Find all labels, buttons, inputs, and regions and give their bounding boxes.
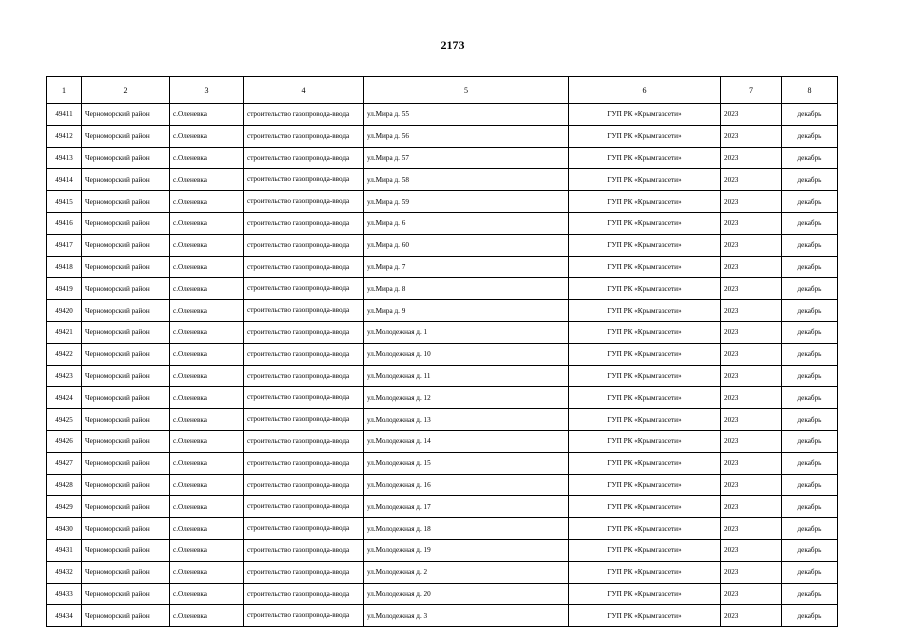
month-cell: декабрь (782, 169, 838, 191)
work-type-cell: строительство газопровода-ввода (244, 191, 364, 213)
district-cell: Черноморский район (82, 343, 170, 365)
district-cell: Черноморский район (82, 561, 170, 583)
address-cell: ул.Мира д. 60 (364, 234, 569, 256)
settlement-cell: с.Оленевка (170, 191, 244, 213)
row-number: 49417 (47, 234, 82, 256)
table-row (47, 234, 838, 256)
settlement-cell: с.Оленевка (170, 452, 244, 474)
registry-table (46, 76, 838, 627)
district-cell: Черноморский район (82, 583, 170, 605)
header-row (47, 77, 838, 104)
settlement-cell: с.Оленевка (170, 430, 244, 452)
table-row (47, 518, 838, 540)
work-type-cell: строительство газопровода-ввода (244, 474, 364, 496)
table-row (47, 605, 838, 627)
year-cell: 2023 (721, 256, 782, 278)
month-cell: декабрь (782, 496, 838, 518)
work-type-cell: строительство газопровода-ввода (244, 321, 364, 343)
month-cell: декабрь (782, 409, 838, 431)
work-type-cell: строительство газопровода-ввода (244, 147, 364, 169)
row-number: 49433 (47, 583, 82, 605)
year-cell: 2023 (721, 605, 782, 627)
district-cell: Черноморский район (82, 212, 170, 234)
work-type-cell: строительство газопровода-ввода (244, 278, 364, 300)
address-cell: ул.Молодежная д. 1 (364, 321, 569, 343)
settlement-cell: с.Оленевка (170, 343, 244, 365)
district-cell: Черноморский район (82, 125, 170, 147)
address-cell: ул.Молодежная д. 3 (364, 605, 569, 627)
year-cell: 2023 (721, 518, 782, 540)
settlement-cell: с.Оленевка (170, 387, 244, 409)
year-cell: 2023 (721, 583, 782, 605)
address-cell: ул.Молодежная д. 19 (364, 539, 569, 561)
settlement-cell: с.Оленевка (170, 125, 244, 147)
settlement-cell: с.Оленевка (170, 496, 244, 518)
settlement-cell: с.Оленевка (170, 518, 244, 540)
row-number: 49432 (47, 561, 82, 583)
address-cell: ул.Молодежная д. 2 (364, 561, 569, 583)
year-cell: 2023 (721, 409, 782, 431)
table-row (47, 300, 838, 322)
organization-cell: ГУП РК «Крымгазсети» (569, 300, 721, 322)
year-cell: 2023 (721, 234, 782, 256)
page-number: 2173 (440, 38, 465, 52)
month-cell: декабрь (782, 518, 838, 540)
address-cell: ул.Молодежная д. 17 (364, 496, 569, 518)
organization-cell: ГУП РК «Крымгазсети» (569, 365, 721, 387)
work-type-cell: строительство газопровода-ввода (244, 518, 364, 540)
month-cell: декабрь (782, 125, 838, 147)
settlement-cell: с.Оленевка (170, 539, 244, 561)
organization-cell: ГУП РК «Крымгазсети» (569, 605, 721, 627)
settlement-cell: с.Оленевка (170, 104, 244, 126)
address-cell: ул.Мира д. 56 (364, 125, 569, 147)
year-cell: 2023 (721, 430, 782, 452)
address-cell: ул.Молодежная д. 15 (364, 452, 569, 474)
row-number: 49418 (47, 256, 82, 278)
work-type-cell: строительство газопровода-ввода (244, 104, 364, 126)
work-type-cell: строительство газопровода-ввода (244, 605, 364, 627)
organization-cell: ГУП РК «Крымгазсети» (569, 496, 721, 518)
organization-cell: ГУП РК «Крымгазсети» (569, 169, 721, 191)
col-1-header: 1 (47, 77, 82, 104)
month-cell: декабрь (782, 256, 838, 278)
address-cell: ул.Молодежная д. 11 (364, 365, 569, 387)
year-cell: 2023 (721, 365, 782, 387)
settlement-cell: с.Оленевка (170, 583, 244, 605)
organization-cell: ГУП РК «Крымгазсети» (569, 539, 721, 561)
year-cell: 2023 (721, 561, 782, 583)
year-cell: 2023 (721, 104, 782, 126)
organization-cell: ГУП РК «Крымгазсети» (569, 518, 721, 540)
address-cell: ул.Молодежная д. 20 (364, 583, 569, 605)
organization-cell: ГУП РК «Крымгазсети» (569, 474, 721, 496)
work-type-cell: строительство газопровода-ввода (244, 539, 364, 561)
row-number: 49422 (47, 343, 82, 365)
work-type-cell: строительство газопровода-ввода (244, 583, 364, 605)
settlement-cell: с.Оленевка (170, 409, 244, 431)
district-cell: Черноморский район (82, 539, 170, 561)
col-7-header: 7 (721, 77, 782, 104)
address-cell: ул.Молодежная д. 12 (364, 387, 569, 409)
settlement-cell: с.Оленевка (170, 169, 244, 191)
organization-cell: ГУП РК «Крымгазсети» (569, 104, 721, 126)
table-row (47, 387, 838, 409)
address-cell: ул.Молодежная д. 14 (364, 430, 569, 452)
organization-cell: ГУП РК «Крымгазсети» (569, 387, 721, 409)
settlement-cell: с.Оленевка (170, 474, 244, 496)
row-number: 49421 (47, 321, 82, 343)
district-cell: Черноморский район (82, 256, 170, 278)
district-cell: Черноморский район (82, 169, 170, 191)
work-type-cell: строительство газопровода-ввода (244, 125, 364, 147)
month-cell: декабрь (782, 212, 838, 234)
year-cell: 2023 (721, 452, 782, 474)
work-type-cell: строительство газопровода-ввода (244, 496, 364, 518)
table-row (47, 256, 838, 278)
row-number: 49413 (47, 147, 82, 169)
row-number: 49429 (47, 496, 82, 518)
table-row (47, 452, 838, 474)
organization-cell: ГУП РК «Крымгазсети» (569, 321, 721, 343)
settlement-cell: с.Оленевка (170, 212, 244, 234)
row-number: 49424 (47, 387, 82, 409)
work-type-cell: строительство газопровода-ввода (244, 561, 364, 583)
row-number: 49411 (47, 104, 82, 126)
month-cell: декабрь (782, 234, 838, 256)
month-cell: декабрь (782, 300, 838, 322)
work-type-cell: строительство газопровода-ввода (244, 365, 364, 387)
organization-cell: ГУП РК «Крымгазсети» (569, 583, 721, 605)
table-row (47, 409, 838, 431)
row-number: 49434 (47, 605, 82, 627)
organization-cell: ГУП РК «Крымгазсети» (569, 452, 721, 474)
settlement-cell: с.Оленевка (170, 561, 244, 583)
district-cell: Черноморский район (82, 104, 170, 126)
address-cell: ул.Молодежная д. 18 (364, 518, 569, 540)
settlement-cell: с.Оленевка (170, 256, 244, 278)
col-3-header: 3 (170, 77, 244, 104)
table-row (47, 496, 838, 518)
month-cell: декабрь (782, 387, 838, 409)
table-row (47, 365, 838, 387)
organization-cell: ГУП РК «Крымгазсети» (569, 125, 721, 147)
work-type-cell: строительство газопровода-ввода (244, 409, 364, 431)
month-cell: декабрь (782, 147, 838, 169)
district-cell: Черноморский район (82, 365, 170, 387)
row-number: 49415 (47, 191, 82, 213)
district-cell: Черноморский район (82, 191, 170, 213)
organization-cell: ГУП РК «Крымгазсети» (569, 561, 721, 583)
month-cell: декабрь (782, 452, 838, 474)
work-type-cell: строительство газопровода-ввода (244, 343, 364, 365)
table-row (47, 561, 838, 583)
row-number: 49425 (47, 409, 82, 431)
row-number: 49420 (47, 300, 82, 322)
col-2-header: 2 (82, 77, 170, 104)
address-cell: ул.Молодежная д. 13 (364, 409, 569, 431)
month-cell: декабрь (782, 539, 838, 561)
year-cell: 2023 (721, 278, 782, 300)
table-row (47, 147, 838, 169)
row-number: 49426 (47, 430, 82, 452)
month-cell: декабрь (782, 583, 838, 605)
organization-cell: ГУП РК «Крымгазсети» (569, 191, 721, 213)
work-type-cell: строительство газопровода-ввода (244, 430, 364, 452)
work-type-cell: строительство газопровода-ввода (244, 169, 364, 191)
organization-cell: ГУП РК «Крымгазсети» (569, 430, 721, 452)
work-type-cell: строительство газопровода-ввода (244, 256, 364, 278)
row-number: 49416 (47, 212, 82, 234)
year-cell: 2023 (721, 343, 782, 365)
year-cell: 2023 (721, 496, 782, 518)
month-cell: декабрь (782, 321, 838, 343)
month-cell: декабрь (782, 561, 838, 583)
row-number: 49430 (47, 518, 82, 540)
district-cell: Черноморский район (82, 409, 170, 431)
work-type-cell: строительство газопровода-ввода (244, 234, 364, 256)
col-5-header: 5 (364, 77, 569, 104)
row-number: 49412 (47, 125, 82, 147)
month-cell: декабрь (782, 104, 838, 126)
district-cell: Черноморский район (82, 605, 170, 627)
table-row (47, 583, 838, 605)
district-cell: Черноморский район (82, 474, 170, 496)
address-cell: ул.Мира д. 55 (364, 104, 569, 126)
table-row (47, 321, 838, 343)
district-cell: Черноморский район (82, 430, 170, 452)
address-cell: ул.Мира д. 7 (364, 256, 569, 278)
address-cell: ул.Молодежная д. 10 (364, 343, 569, 365)
settlement-cell: с.Оленевка (170, 278, 244, 300)
col-4-header: 4 (244, 77, 364, 104)
settlement-cell: с.Оленевка (170, 300, 244, 322)
address-cell: ул.Мира д. 6 (364, 212, 569, 234)
organization-cell: ГУП РК «Крымгазсети» (569, 256, 721, 278)
address-cell: ул.Молодежная д. 16 (364, 474, 569, 496)
row-number: 49427 (47, 452, 82, 474)
year-cell: 2023 (721, 147, 782, 169)
organization-cell: ГУП РК «Крымгазсети» (569, 409, 721, 431)
district-cell: Черноморский район (82, 147, 170, 169)
col-6-header: 6 (569, 77, 721, 104)
district-cell: Черноморский район (82, 496, 170, 518)
settlement-cell: с.Оленевка (170, 321, 244, 343)
col-8-header: 8 (782, 77, 838, 104)
district-cell: Черноморский район (82, 452, 170, 474)
organization-cell: ГУП РК «Крымгазсети» (569, 212, 721, 234)
year-cell: 2023 (721, 191, 782, 213)
work-type-cell: строительство газопровода-ввода (244, 300, 364, 322)
district-cell: Черноморский район (82, 234, 170, 256)
month-cell: декабрь (782, 343, 838, 365)
district-cell: Черноморский район (82, 321, 170, 343)
address-cell: ул.Мира д. 57 (364, 147, 569, 169)
row-number: 49414 (47, 169, 82, 191)
year-cell: 2023 (721, 539, 782, 561)
table-row (47, 191, 838, 213)
district-cell: Черноморский район (82, 278, 170, 300)
table-row (47, 430, 838, 452)
month-cell: декабрь (782, 191, 838, 213)
address-cell: ул.Мира д. 58 (364, 169, 569, 191)
month-cell: декабрь (782, 430, 838, 452)
work-type-cell: строительство газопровода-ввода (244, 212, 364, 234)
address-cell: ул.Мира д. 9 (364, 300, 569, 322)
month-cell: декабрь (782, 365, 838, 387)
district-cell: Черноморский район (82, 300, 170, 322)
table-row (47, 212, 838, 234)
row-number: 49431 (47, 539, 82, 561)
settlement-cell: с.Оленевка (170, 605, 244, 627)
year-cell: 2023 (721, 300, 782, 322)
year-cell: 2023 (721, 212, 782, 234)
address-cell: ул.Мира д. 59 (364, 191, 569, 213)
organization-cell: ГУП РК «Крымгазсети» (569, 234, 721, 256)
work-type-cell: строительство газопровода-ввода (244, 387, 364, 409)
table-row (47, 278, 838, 300)
row-number: 49428 (47, 474, 82, 496)
month-cell: декабрь (782, 605, 838, 627)
month-cell: декабрь (782, 278, 838, 300)
address-cell: ул.Мира д. 8 (364, 278, 569, 300)
table-body (47, 104, 838, 627)
row-number: 49423 (47, 365, 82, 387)
month-cell: декабрь (782, 474, 838, 496)
organization-cell: ГУП РК «Крымгазсети» (569, 147, 721, 169)
table-row (47, 539, 838, 561)
table-row (47, 125, 838, 147)
table-header (47, 77, 838, 104)
settlement-cell: с.Оленевка (170, 365, 244, 387)
year-cell: 2023 (721, 387, 782, 409)
district-cell: Черноморский район (82, 518, 170, 540)
organization-cell: ГУП РК «Крымгазсети» (569, 278, 721, 300)
year-cell: 2023 (721, 474, 782, 496)
table-row (47, 343, 838, 365)
organization-cell: ГУП РК «Крымгазсети» (569, 343, 721, 365)
table-row (47, 474, 838, 496)
district-cell: Черноморский район (82, 387, 170, 409)
settlement-cell: с.Оленевка (170, 147, 244, 169)
year-cell: 2023 (721, 169, 782, 191)
table-row (47, 169, 838, 191)
year-cell: 2023 (721, 125, 782, 147)
year-cell: 2023 (721, 321, 782, 343)
row-number: 49419 (47, 278, 82, 300)
settlement-cell: с.Оленевка (170, 234, 244, 256)
work-type-cell: строительство газопровода-ввода (244, 452, 364, 474)
table-row (47, 104, 838, 126)
